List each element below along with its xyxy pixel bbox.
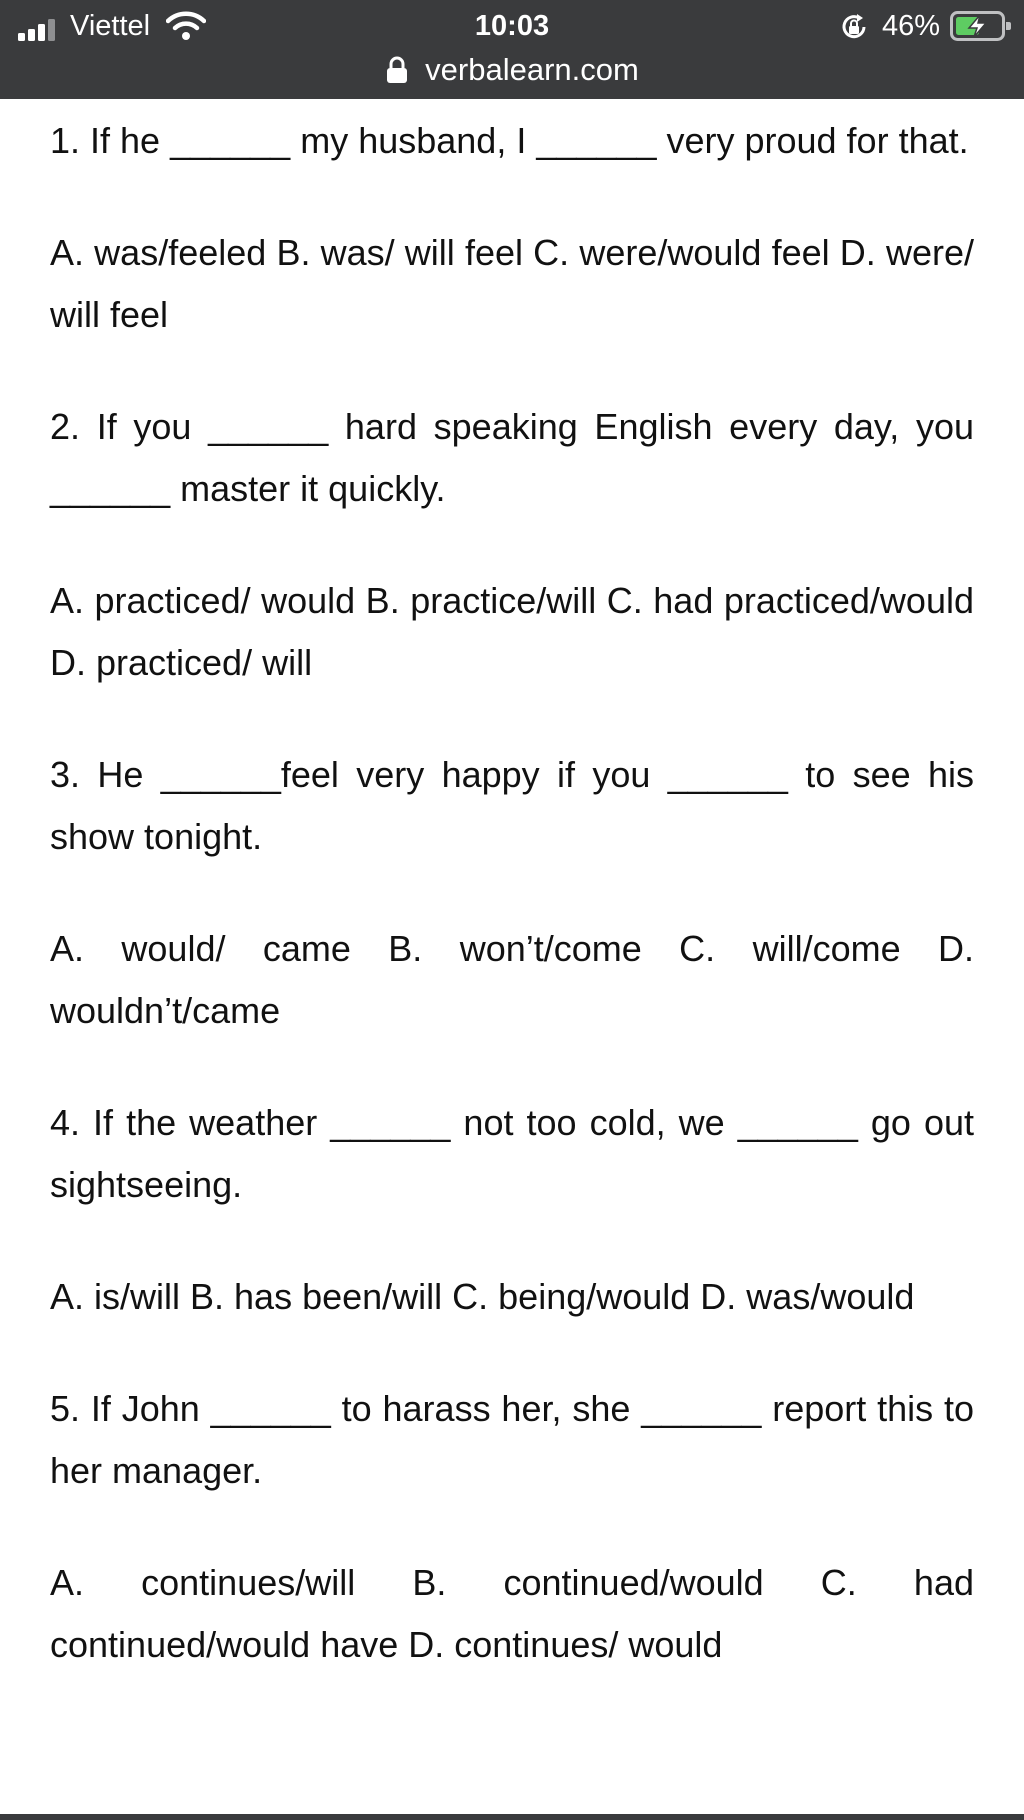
exercise-content — [50, 110, 974, 1726]
carrier-name: Viettel — [70, 10, 151, 42]
status-bar — [0, 0, 1024, 99]
question-3-prompt: 3. He ______feel very happy if you ______ to see his show tonight. — [50, 754, 974, 857]
address-bar[interactable] — [0, 50, 1024, 90]
battery-charging-icon — [950, 11, 1012, 41]
url-text[interactable]: verbalearn.com — [425, 52, 639, 87]
status-row — [0, 0, 1024, 52]
question-4-prompt: 4. If the weather ______ not too cold, we ______ go out sightseeing. — [50, 1102, 974, 1205]
bottom-divider — [0, 1814, 1024, 1820]
question-4-options: A. is/will B. has been/will C. being/would D. was/would — [50, 1276, 915, 1317]
clock-time: 10:03 — [474, 10, 550, 42]
question-2-options: A. practiced/ would B. practice/will C. had practiced/would D. practiced/ will — [50, 580, 974, 683]
question-2-prompt: 2. If you ______ hard speaking English every day, you ______ master it quickly. — [50, 406, 974, 509]
address-bar-content[interactable] — [385, 50, 639, 90]
question-5-options: A. continues/will B. continued/would C. had continued/would have D. continues/ would — [50, 1562, 974, 1665]
lock-icon — [385, 56, 409, 84]
question-1-options: A. was/feeled B. was/ will feel C. were/would feel D. were/ will feel — [50, 232, 974, 335]
question-5-prompt: 5. If John ______ to harass her, she ______ report this to her manager. — [50, 1388, 974, 1491]
question-3-options: A. would/ came B. won’t/come C. will/come D. wouldn’t/came — [50, 928, 974, 1031]
battery-percent: 46% — [882, 10, 941, 42]
question-1-prompt: 1. If he ______ my husband, I ______ very proud for that. — [50, 120, 969, 161]
rotation-lock-icon — [839, 12, 869, 42]
